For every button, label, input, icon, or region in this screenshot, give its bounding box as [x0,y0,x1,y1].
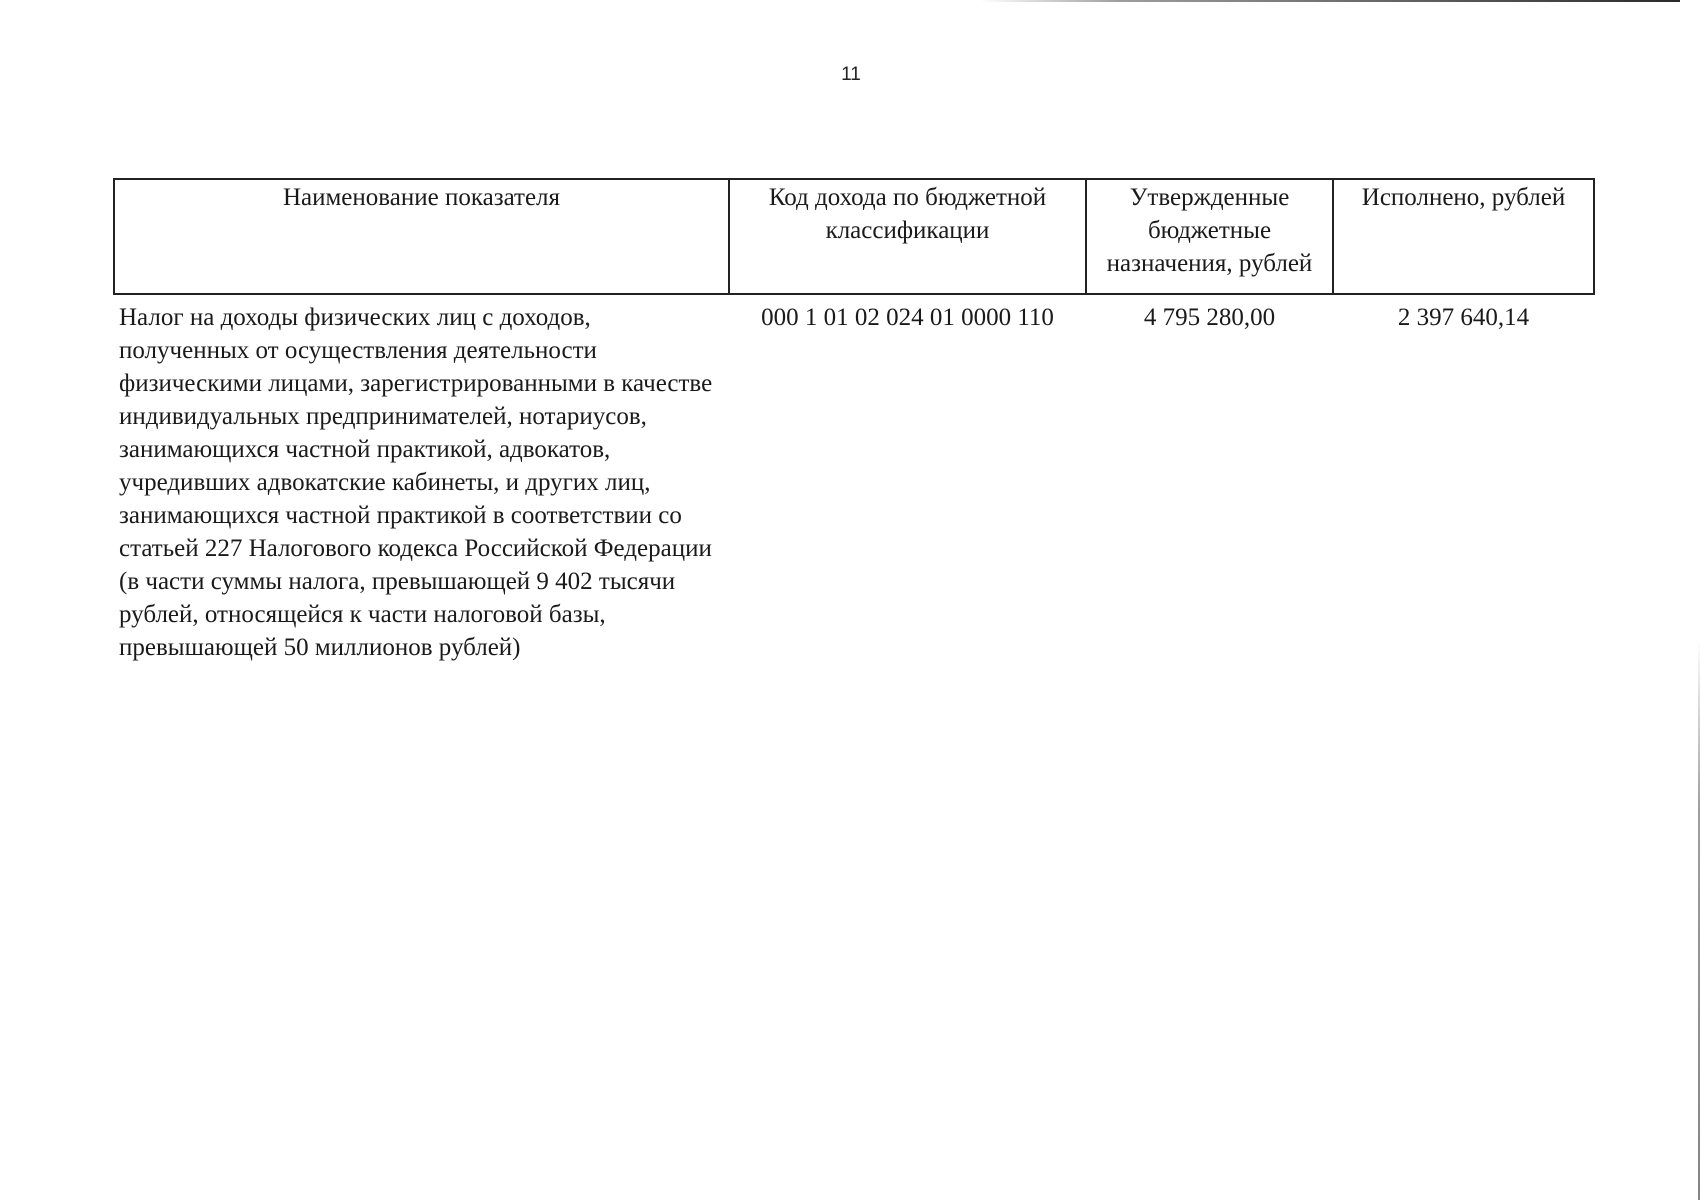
page-number: 11 [841,64,861,85]
header-revenue-code: Код дохода по бюджетной классификации [729,179,1086,294]
table-header-row [114,179,1594,294]
header-executed: Исполнено, рублей [1333,179,1594,294]
row-approved-budget: 4 795 280,00 [1143,304,1276,331]
scan-edge-right [1698,640,1700,1200]
row-indicator-name: Налог на доходы физических лиц с доходов, полученных от осуществления деятельности физическими лицами, зарегистрированными в качестве индивидуальных предпринимателей, нотариусов, занимающихся частной практикой, адвокатов, учредивших адвокатские кабинеты, и других лиц, занимающихся частной практикой в соответствии со статьей 227 Налогового кодекса Российской Федерации (в части суммы налога, превышающей 9 402 тысячи рублей, относящейся к части налоговой базы, превышающей 50 миллионов рублей) [119,304,713,661]
header-approved-budget: Утвержденные бюджетные назначения, рублей [1086,179,1333,294]
scan-edge-top [980,0,1680,2]
table-row [114,294,1594,664]
row-executed: 2 397 640,14 [1397,304,1530,331]
revenue-table [113,178,1595,664]
header-indicator-name: Наименование показателя [114,179,729,294]
row-revenue-code: 000 1 01 02 024 01 0000 110 [761,304,1054,331]
